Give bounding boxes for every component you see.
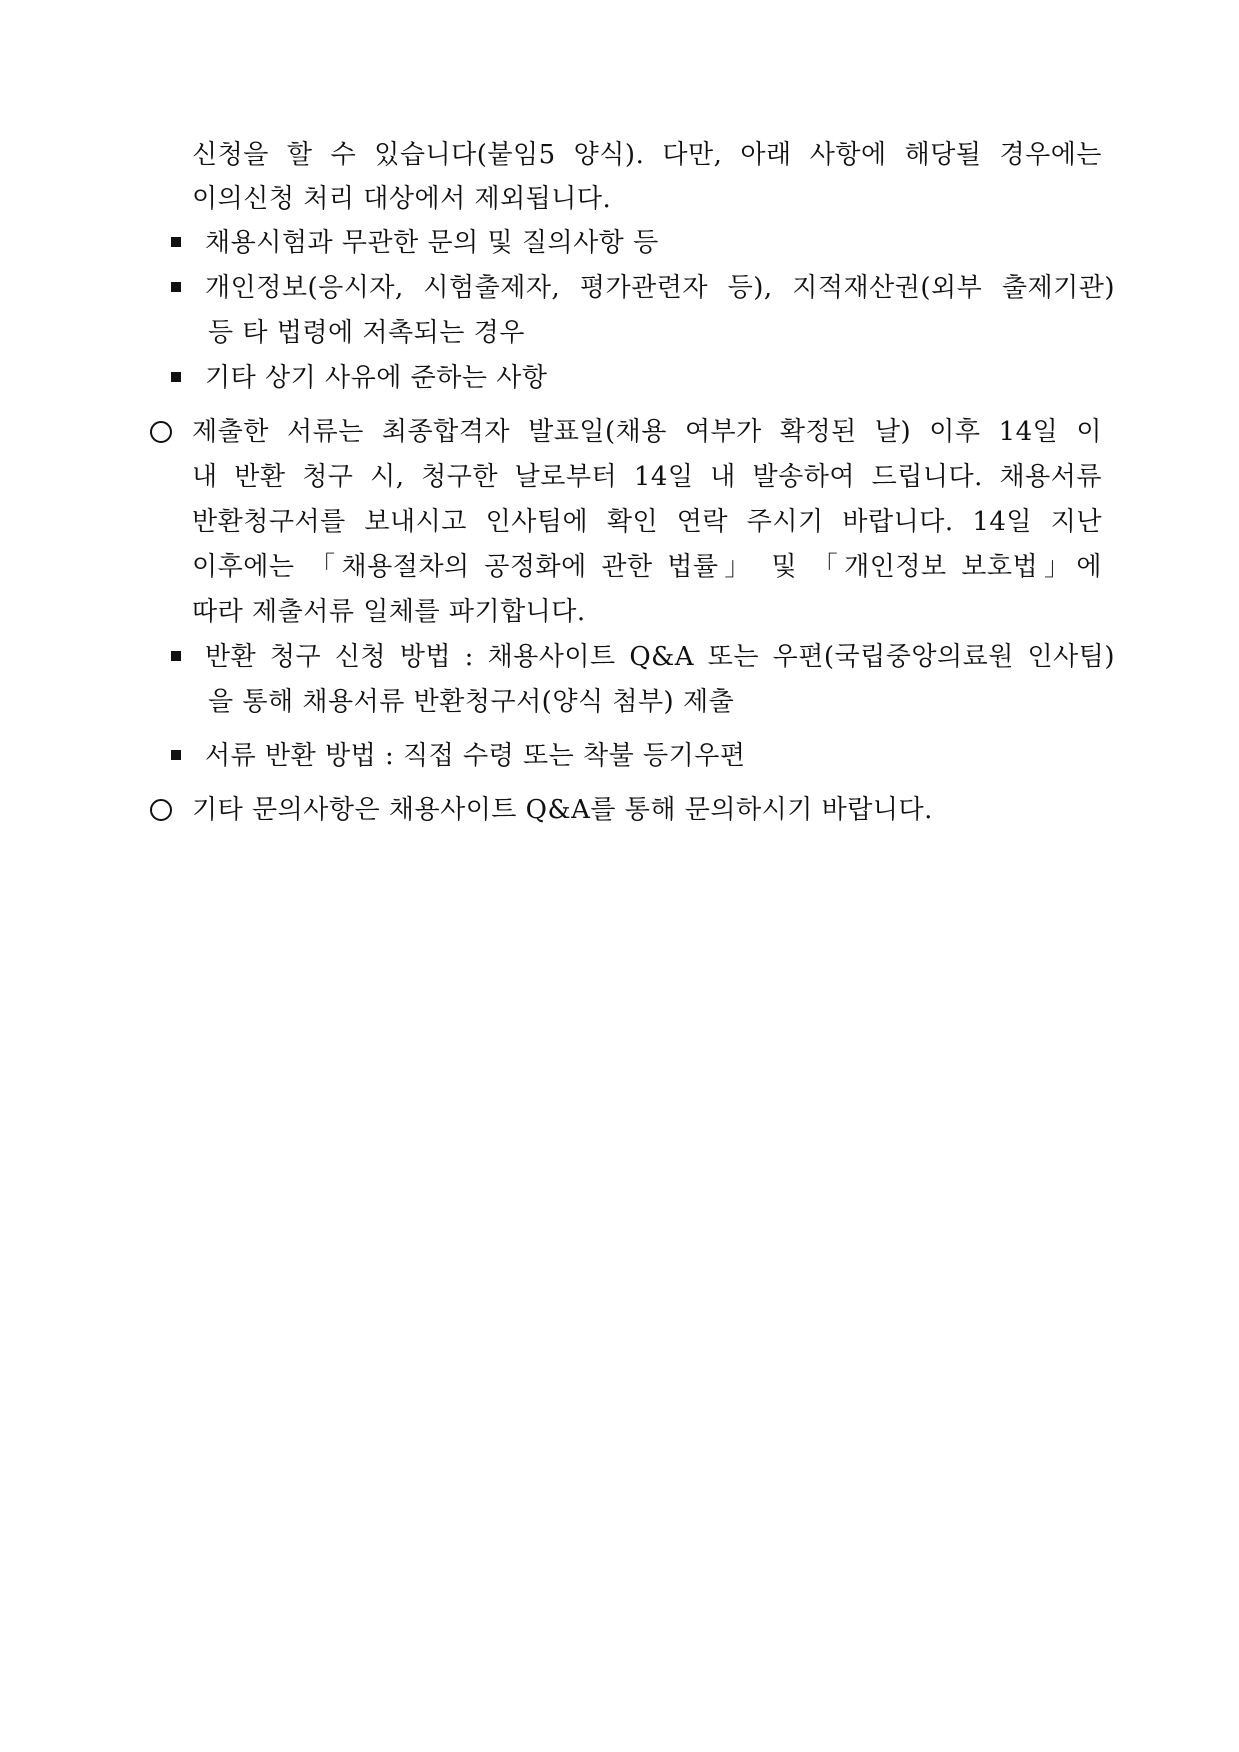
intro-line-1: 신청을 할 수 있습니다(붙임5 양식). 다만, 아래 사항에 해당될 경우에는 <box>192 140 1102 170</box>
other-inquiry-line: 기타 문의사항은 채용사이트 Q&A를 통해 문의하시기 바랍니다. <box>192 795 933 825</box>
return-notice-line-5: 따라 제출서류 일체를 파기합니다. <box>192 597 586 627</box>
square-bullet-icon <box>171 237 181 247</box>
return-notice-line-4: 이후에는 「채용절차의 공정화에 관한 법률」 및 「개인정보 보호법」에 <box>192 552 1102 582</box>
circle-bullet-icon <box>150 421 172 443</box>
return-item-2: 서류 반환 방법 : 직접 수령 또는 착불 등기우편 <box>205 741 746 771</box>
exclusion-item-2-line-1: 개인정보(응시자, 시험출제자, 평가관련자 등), 지적재산권(외부 출제기관) <box>205 273 1115 303</box>
exclusion-item-3: 기타 상기 사유에 준하는 사항 <box>205 363 548 393</box>
exclusion-item-2-line-2: 등 타 법령에 저촉되는 경우 <box>208 318 525 348</box>
square-bullet-icon <box>171 750 181 760</box>
square-bullet-icon <box>171 651 181 661</box>
return-item-1-line-2: 을 통해 채용서류 반환청구서(양식 첨부) 제출 <box>208 687 735 717</box>
circle-bullet-icon <box>150 799 172 821</box>
square-bullet-icon <box>171 372 181 382</box>
square-bullet-icon <box>171 282 181 292</box>
return-notice-line-1: 제출한 서류는 최종합격자 발표일(채용 여부가 확정된 날) 이후 14일 이 <box>192 417 1102 447</box>
exclusion-item-1: 채용시험과 무관한 문의 및 질의사항 등 <box>205 228 659 258</box>
return-item-1-line-1: 반환 청구 신청 방법 : 채용사이트 Q&A 또는 우편(국립중앙의료원 인사팀) <box>205 642 1115 672</box>
return-notice-line-3: 반환청구서를 보내시고 인사팀에 확인 연락 주시기 바랍니다. 14일 지난 <box>192 507 1102 537</box>
intro-line-2: 이의신청 처리 대상에서 제외됩니다. <box>192 184 612 214</box>
return-notice-line-2: 내 반환 청구 시, 청구한 날로부터 14일 내 발송하여 드립니다. 채용서류 <box>192 462 1102 492</box>
